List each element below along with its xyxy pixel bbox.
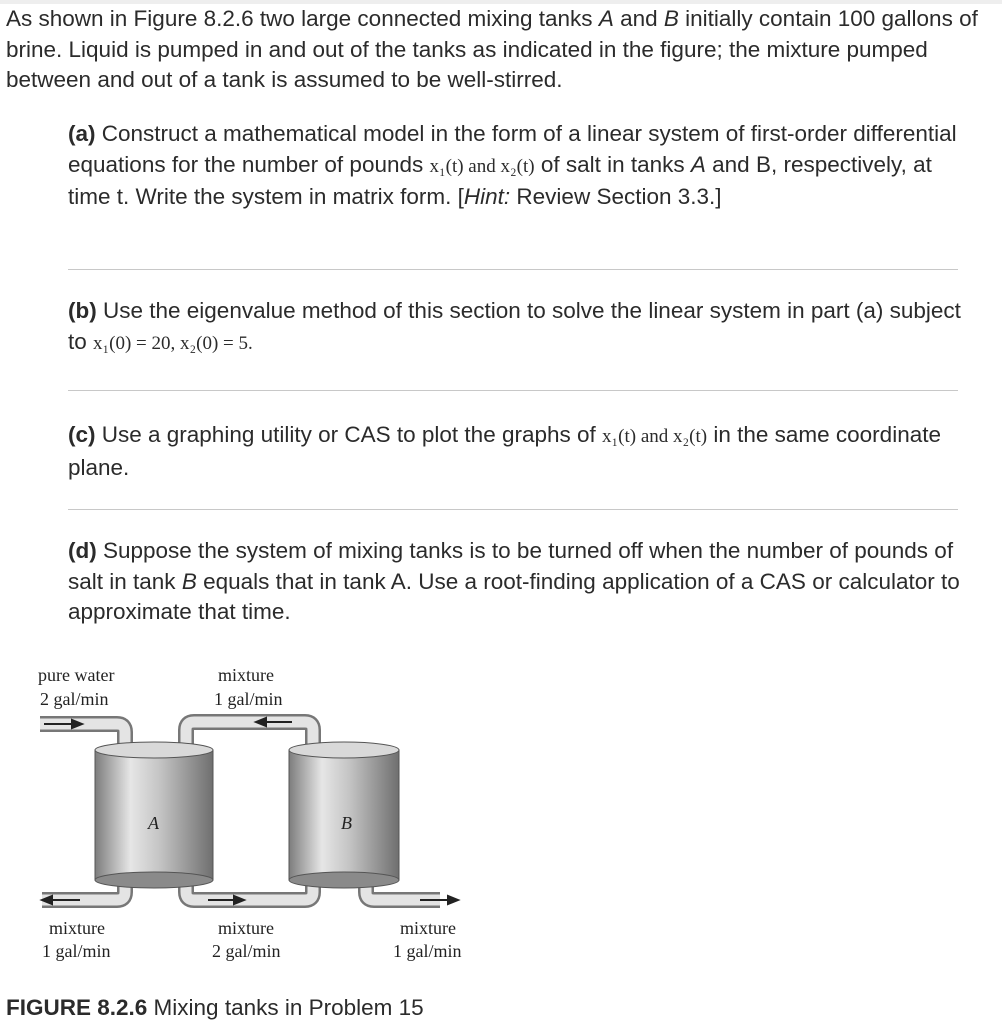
problem-intro [6, 4, 996, 96]
bottom-transfer-label-line2: 2 gal/min [212, 941, 281, 961]
intro-text: As shown in Figure 8.2.6 two large connected mixing tanks [6, 6, 599, 31]
tank-a-ref: A [690, 151, 706, 177]
tank-b-ref: B [181, 568, 197, 594]
part-b-math: x₁(0) = 20, x₂(0) = 5. [93, 332, 253, 354]
part-a-text: Review Section 3.3.] [510, 184, 722, 209]
divider [68, 269, 958, 270]
part-d-text: equals that in tank A. Use a root-finding application of a CAS or calculator to approximate that time. [68, 568, 960, 624]
part-a-text: of salt in tanks [534, 151, 691, 177]
tank-b-ref: B [663, 6, 679, 31]
outflow-b-label-line2: 1 gal/min [393, 941, 462, 961]
part-a-text: Construct a mathematical model in the form of a linear system of first-order differential equations for the number of pounds [68, 121, 957, 177]
part-d-label: (d) [68, 538, 97, 563]
part-a [68, 119, 968, 213]
bottom-transfer-label-line1: mixture [218, 918, 274, 938]
top-transfer-label-line2: 1 gal/min [214, 689, 283, 709]
caption-label: FIGURE 8.2.6 [6, 995, 148, 1020]
part-a-math: x₁(t) and x₂(t) [429, 155, 535, 177]
mixing-tanks-figure [0, 650, 500, 970]
outflow-b-label-line1: mixture [400, 918, 456, 938]
hint-label: Hint: [463, 184, 511, 209]
inflow-label-line2: 2 gal/min [40, 689, 109, 709]
part-d-text: Suppose the system of mixing tanks is to be turned off when the number of pounds of salt in tank [68, 538, 954, 594]
intro-text: and [613, 6, 664, 31]
divider [68, 509, 958, 510]
inflow-label-line1: pure water [38, 665, 115, 685]
part-c [68, 420, 968, 483]
part-c-math: x₁(t) and x₂(t) [602, 426, 708, 447]
part-a-text: and B, respectively, at time t. Write the system in matrix form. [ [68, 151, 932, 209]
caption-text: Mixing tanks in Problem 15 [147, 995, 424, 1020]
divider [68, 390, 958, 391]
part-d [68, 536, 968, 628]
tank-a-label: A [148, 813, 159, 833]
part-b-text: Use the eigenvalue method of this section to solve the linear system in part (a) subject to [68, 298, 961, 354]
outflow-a-label-line1: mixture [49, 918, 105, 938]
part-c-text: Use a graphing utility or CAS to plot the graphs of [95, 422, 603, 447]
part-c-label: (c) [68, 422, 96, 447]
part-b [68, 296, 968, 359]
tank-a-ref: A [598, 6, 614, 31]
part-a-label: (a) [68, 121, 96, 146]
figure-caption [6, 993, 424, 1023]
top-transfer-label-line1: mixture [218, 665, 274, 685]
part-b-label: (b) [68, 298, 97, 323]
outflow-b-arrowhead [448, 896, 458, 904]
outflow-a-label-line2: 1 gal/min [42, 941, 111, 961]
part-c-text: in the same coordinate plane. [68, 422, 941, 480]
intro-text: initially contain 100 gallons of brine. Liquid is pumped in and out of the tanks as indicated in the figure; the mixture pumped between and out of a tank is assumed to be well-stirred. [6, 6, 978, 92]
tank-b-label: B [341, 813, 352, 833]
